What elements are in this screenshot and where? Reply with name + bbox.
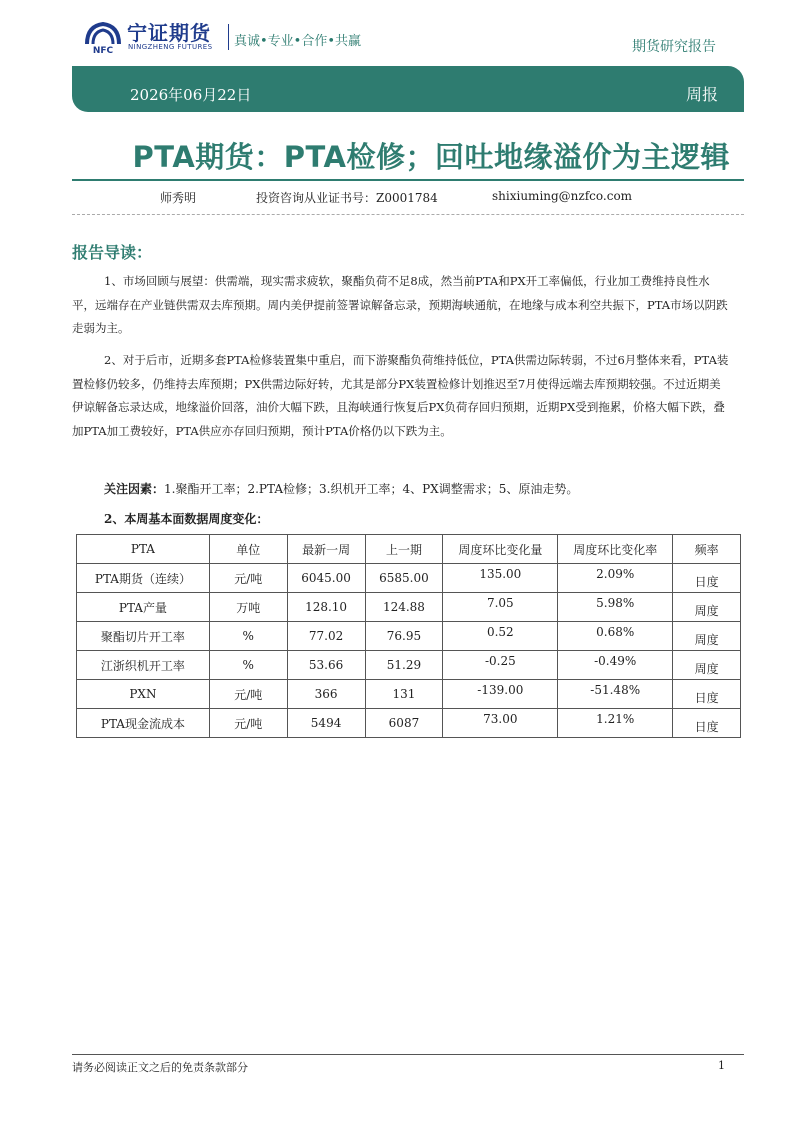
table-cell: 77.02	[287, 622, 365, 651]
table-cell: 聚酯切片开工率	[77, 622, 210, 651]
company-logo	[83, 20, 123, 54]
author-cert: 投资咨询从业证书号：Z0001784	[256, 191, 438, 205]
report-title: PTA期货：PTA检修；回吐地缘溢价为主逻辑	[132, 140, 730, 174]
table-cell: 6087	[365, 709, 443, 738]
table-cell: 51.29	[365, 651, 443, 680]
focus-factors	[104, 480, 578, 497]
table-cell: 6585.00	[365, 564, 443, 593]
fundamentals-table	[76, 534, 741, 738]
table-cell: 0.68%	[558, 622, 673, 651]
table-cell: 元/吨	[209, 709, 287, 738]
table-cell: -51.48%	[558, 680, 673, 709]
table-cell: 5.98%	[558, 593, 673, 622]
focus-label: 关注因素：	[104, 482, 165, 496]
logo-abbr: NFC	[92, 46, 114, 54]
company-name-en: NINGZHENG FUTURES	[128, 43, 213, 51]
title-rule	[72, 179, 744, 181]
summary-paragraph-1: 1、市场回顾与展望：供需端，现实需求疲软，聚酯负荷不足8成，然当前PTA和PX开工率偏低，行业加工费维持良性水平，远端存在产业链供需双去库预期。周内美伊提前签署谅解备忘录，预期海峡通航，在地缘与成本利空共振下，PTA市场以阴跌走弱为主。	[72, 274, 728, 335]
report-frequency: 周报	[686, 85, 719, 104]
table-cell: 日度	[673, 564, 741, 593]
table-header-row	[77, 535, 741, 564]
author-name: 师秀明	[160, 191, 197, 205]
table-row	[77, 564, 741, 593]
table-cell: 124.88	[365, 593, 443, 622]
table-title: 2、本周基本面数据周度变化：	[104, 512, 269, 526]
table-cell: 6045.00	[287, 564, 365, 593]
table-cell: 元/吨	[209, 564, 287, 593]
table-header: 最新一周	[287, 535, 365, 564]
table-header: PTA	[77, 535, 210, 564]
table-cell: -0.25	[443, 651, 558, 680]
company-slogan: 真诚•专业•合作•共赢	[234, 34, 362, 49]
author-email: shixiuming@nzfco.com	[492, 189, 633, 203]
table-cell: 135.00	[443, 564, 558, 593]
table-cell: -0.49%	[558, 651, 673, 680]
table-cell: 日度	[673, 709, 741, 738]
summary-heading: 报告导读：	[72, 243, 153, 262]
table-cell: %	[209, 622, 287, 651]
footer-rule	[72, 1054, 744, 1055]
table-header: 周度环比变化量	[443, 535, 558, 564]
table-cell: 万吨	[209, 593, 287, 622]
table-cell: 366	[287, 680, 365, 709]
report-type: 期货研究报告	[632, 39, 716, 55]
table-cell: 76.95	[365, 622, 443, 651]
company-name-cn: 宁证期货	[127, 21, 211, 45]
table-header: 周度环比变化率	[558, 535, 673, 564]
table-cell: -139.00	[443, 680, 558, 709]
page-number: 1	[718, 1059, 725, 1072]
report-date: 2026年06月22日	[130, 86, 252, 104]
table-cell: 周度	[673, 622, 741, 651]
table-row	[77, 651, 741, 680]
table-cell: 2.09%	[558, 564, 673, 593]
table-cell: 73.00	[443, 709, 558, 738]
footer-disclaimer: 请务必阅读正文之后的免责条款部分	[72, 1061, 248, 1074]
table-cell: 1.21%	[558, 709, 673, 738]
table-cell: 128.10	[287, 593, 365, 622]
table-cell: 53.66	[287, 651, 365, 680]
table-header: 单位	[209, 535, 287, 564]
table-cell: 江浙织机开工率	[77, 651, 210, 680]
focus-text: 1.聚酯开工率；2.PTA检修；3.织机开工率；4、PX调整需求；5、原油走势。	[164, 482, 579, 496]
table-cell: 5494	[287, 709, 365, 738]
table-header: 上一期	[365, 535, 443, 564]
table-header: 频率	[673, 535, 741, 564]
table-cell: %	[209, 651, 287, 680]
table-cell: 日度	[673, 680, 741, 709]
table-cell: PTA现金流成本	[77, 709, 210, 738]
table-row	[77, 622, 741, 651]
table-cell: 7.05	[443, 593, 558, 622]
table-row	[77, 680, 741, 709]
logo-divider	[228, 24, 229, 50]
table-row	[77, 709, 741, 738]
table-cell: 周度	[673, 651, 741, 680]
author-rule	[72, 214, 744, 215]
table-cell: 0.52	[443, 622, 558, 651]
table-row	[77, 593, 741, 622]
table-cell: PTA产量	[77, 593, 210, 622]
table-cell: PXN	[77, 680, 210, 709]
table-cell: 131	[365, 680, 443, 709]
table-cell: PTA期货（连续）	[77, 564, 210, 593]
summary-paragraph-2: 2、对于后市，近期多套PTA检修装置集中重启，而下游聚酯负荷维持低位，PTA供需边际转弱，不过6月整体来看，PTA装置检修仍较多，仍维持去库预期；PX供需边际好转，尤其是部分PX装置检修计划推迟至7月使得远端去库预期较强。不过近期美伊谅解备忘录达成，地缘溢价回落，油价大幅下跌，且海峡通行恢复后PX负荷存回归预期，近期PX受到拖累，价格大幅下跌，叠加PTA加工费较好，PTA供应亦存回归预期，预计PTA价格仍以下跌为主。	[72, 353, 729, 438]
table-cell: 周度	[673, 593, 741, 622]
table-cell: 元/吨	[209, 680, 287, 709]
